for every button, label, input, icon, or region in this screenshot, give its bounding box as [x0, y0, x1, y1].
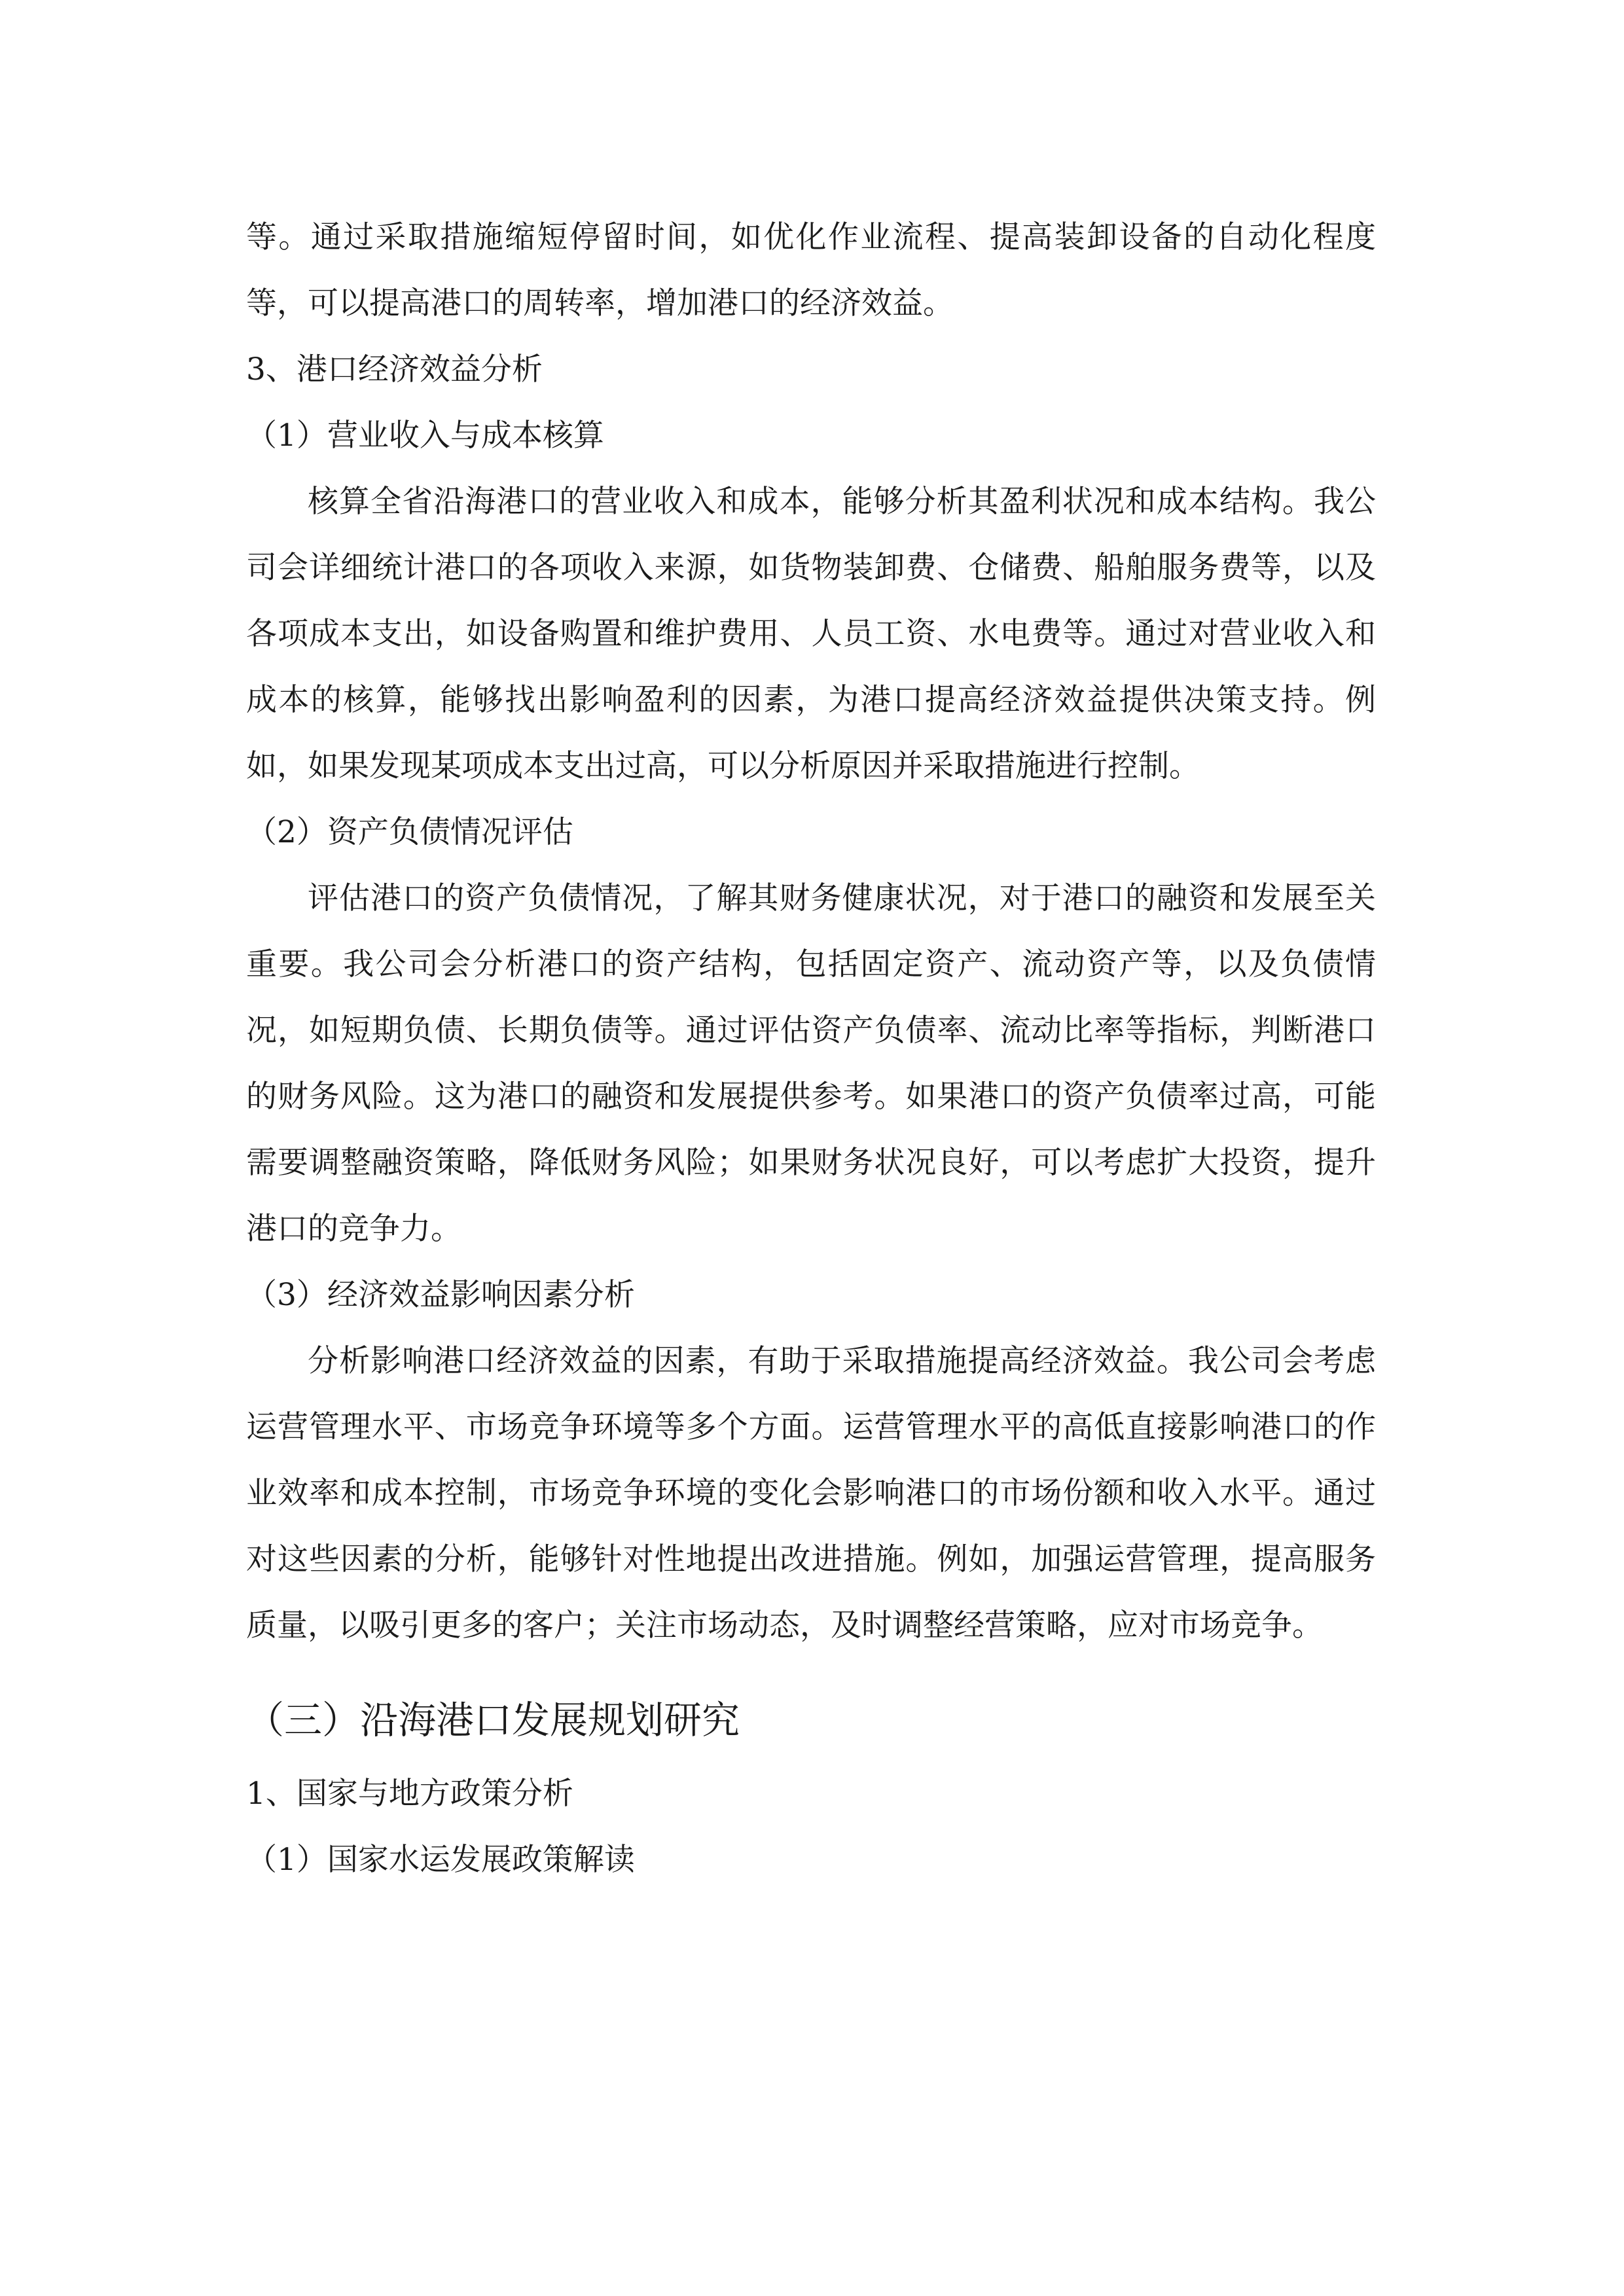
subheading-national-policy: （1）国家水运发展政策解读 — [246, 1842, 635, 1878]
document-body — [246, 204, 1376, 1893]
subheading-revenue-cost: （1）营业收入与成本核算 — [246, 418, 604, 454]
section-heading-policy-analysis: 1、国家与地方政策分析 — [246, 1776, 573, 1812]
paragraph-revenue-cost: 核算全省沿海港口的营业收入和成本，能够分析其盈利状况和成本结构。我公司会详细统计港口的各项收入来源，如货物装卸费、仓储费、船舶服务费等，以及各项成本支出，如设备购置和维护费用、人员工资、水电费等。通过对营业收入和成本的核算，能够找出影响盈利的因素，为港口提高经济效益提供决策支持。例如，如果发现某项成本支出过高，可以分析原因并采取措施进行控制。 — [246, 484, 1376, 784]
paragraph-influencing-factors: 分析影响港口经济效益的因素，有助于采取措施提高经济效益。我公司会考虑运营管理水平、市场竞争环境等多个方面。运营管理水平的高低直接影响港口的作业效率和成本控制，市场竞争环境的变化会影响港口的市场份额和收入水平。通过对这些因素的分析，能够针对性地提出改进措施。例如，加强运营管理，提高服务质量，以吸引更多的客户；关注市场动态，及时调整经营策略，应对市场竞争。 — [246, 1343, 1376, 1643]
paragraph-continued: 等。通过采取措施缩短停留时间，如优化作业流程、提高装卸设备的自动化程度等，可以提高港口的周转率，增加港口的经济效益。 — [246, 219, 1376, 321]
paragraph-assets-liabilities: 评估港口的资产负债情况，了解其财务健康状况，对于港口的融资和发展至关重要。我公司会分析港口的资产结构，包括固定资产、流动资产等，以及负债情况，如短期负债、长期负债等。通过评估资产负债率、流动比率等指标，判断港口的财务风险。这为港口的融资和发展提供参考。如果港口的资产负债率过高，可能需要调整融资策略，降低财务风险；如果财务状况良好，可以考虑扩大投资，提升港口的竞争力。 — [246, 880, 1376, 1247]
subheading-influencing-factors: （3）经济效益影响因素分析 — [246, 1277, 635, 1313]
section-heading-economic-benefit: 3、港口经济效益分析 — [246, 351, 543, 387]
chapter-heading-development-planning: （三）沿海港口发展规划研究 — [246, 1698, 740, 1742]
subheading-assets-liabilities: （2）资产负债情况评估 — [246, 814, 573, 850]
